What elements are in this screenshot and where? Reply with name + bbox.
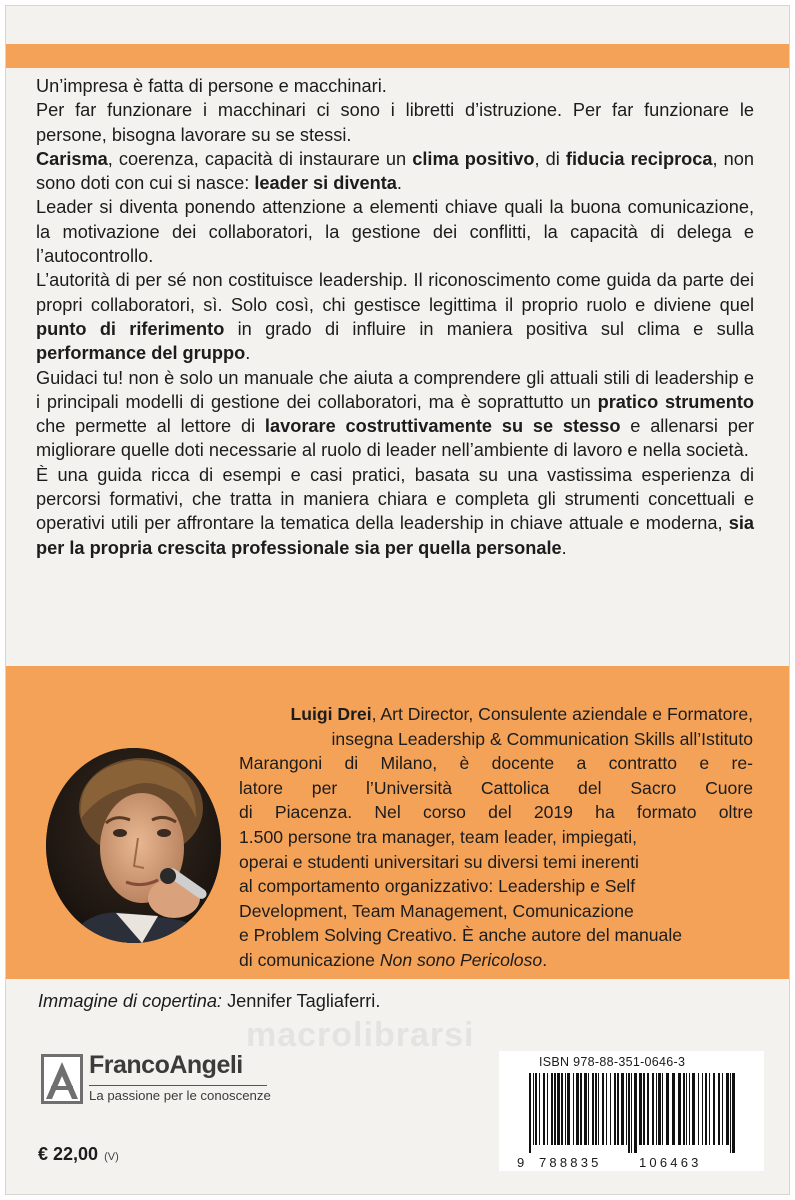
barcode-bar bbox=[551, 1073, 553, 1145]
barcode-bar bbox=[732, 1073, 735, 1153]
barcode-bar bbox=[610, 1073, 611, 1145]
price bbox=[38, 1144, 119, 1165]
barcode-icon bbox=[499, 1071, 764, 1171]
text-run: Un’impresa è fatta di persone e macchinari. bbox=[36, 76, 387, 96]
barcode-bar bbox=[634, 1073, 637, 1153]
isbn-label: ISBN 978-88-351-0646-3 bbox=[539, 1055, 686, 1069]
author-photo bbox=[46, 748, 221, 943]
text-run: Development, Team Management, Comunicazione bbox=[239, 900, 634, 921]
barcode-bar bbox=[561, 1073, 563, 1145]
barcode-bar bbox=[678, 1073, 681, 1145]
bio-line bbox=[239, 751, 753, 776]
text-run: Leader si diventa ponendo attenzione a elementi chiave quali la buona comunicazione, la motivazione dei collaboratori, la gestione dei conflitti, la capacità di delega e l’autocontrollo. bbox=[36, 197, 754, 267]
barcode-bar bbox=[543, 1073, 545, 1145]
text-run: Per far funzionare i macchinari ci sono i libretti d’istruzione. Per far funzionare le persone, bisogna lavorare su se stessi. bbox=[36, 100, 754, 145]
barcode-bar bbox=[626, 1073, 627, 1145]
barcode-bar bbox=[554, 1073, 556, 1145]
barcode-bar bbox=[573, 1073, 574, 1145]
barcode-bar bbox=[639, 1073, 642, 1145]
text-run: , coerenza, capacità di instaurare un bbox=[107, 148, 413, 169]
bold-phrase: performance del gruppo bbox=[36, 343, 246, 364]
barcode-bar bbox=[567, 1073, 570, 1145]
barcode-bar bbox=[598, 1073, 599, 1145]
watermark: macrolibrarsi bbox=[246, 1016, 475, 1054]
barcode-bar bbox=[606, 1073, 607, 1145]
publisher-logo bbox=[41, 1051, 271, 1110]
publisher-tagline: La passione per le conoscenze bbox=[89, 1088, 271, 1103]
barcode-bar bbox=[666, 1073, 669, 1145]
text-run: . bbox=[542, 949, 548, 970]
bold-phrase: fiducia reciproca bbox=[565, 148, 713, 169]
text-run: latore per l’Università Cattolica del Sacro Cuore bbox=[239, 777, 753, 798]
barcode-bar bbox=[709, 1073, 710, 1145]
text-run: e allenarsi per migliorare quelle doti necessarie al ruolo di leader nell’ambiente di lavoro e nella società. bbox=[36, 416, 755, 461]
book-back-cover bbox=[5, 5, 790, 1195]
bold-phrase: Carisma bbox=[36, 148, 108, 169]
barcode-bar bbox=[683, 1073, 685, 1145]
bio-line bbox=[239, 923, 753, 948]
barcode-bar bbox=[539, 1073, 540, 1145]
bio-line bbox=[239, 874, 753, 899]
barcode-bar bbox=[672, 1073, 675, 1145]
blurb-paragraph bbox=[36, 463, 754, 560]
barcode-bar bbox=[628, 1073, 630, 1153]
blurb-paragraph bbox=[36, 98, 754, 147]
barcode-bar bbox=[631, 1073, 632, 1153]
barcode-bar bbox=[702, 1073, 703, 1145]
italic-title: Non sono Pericoloso bbox=[379, 949, 543, 970]
barcode-bar bbox=[621, 1073, 624, 1145]
francoangeli-mark-icon bbox=[41, 1054, 83, 1104]
price-value: € 22,00 bbox=[38, 1144, 99, 1164]
credit-label: Immagine di copertina: bbox=[38, 991, 222, 1011]
bold-phrase: punto di riferimento bbox=[36, 318, 225, 339]
text-run: che permette al lettore di bbox=[36, 416, 265, 437]
top-orange-band bbox=[6, 44, 789, 68]
text-run: L’autorità di per sé non costituisce leadership. Il riconoscimento come guida da parte dei propri collaboratori, sì. Solo così, chi gestisce legittima il proprio ruolo e diviene quel bbox=[36, 270, 754, 315]
bio-line bbox=[239, 948, 753, 973]
bio-line bbox=[239, 776, 753, 801]
bold-phrase: pratico strumento bbox=[597, 391, 754, 412]
isbn-digits-left: 788835 bbox=[539, 1155, 602, 1170]
credit-name: Jennifer Tagliaferri. bbox=[227, 991, 381, 1011]
text-run: operai e studenti universitari su diversi temi inerenti bbox=[239, 851, 639, 872]
blurb-paragraph bbox=[36, 74, 754, 98]
text-run: , Art Director, Consulente aziendale e Formatore, bbox=[371, 704, 753, 724]
text-run: . bbox=[561, 537, 567, 558]
text-run: e Problem Solving Creativo. È anche autore del manuale bbox=[239, 925, 683, 946]
barcode-bar bbox=[726, 1073, 729, 1145]
bio-line bbox=[239, 800, 753, 825]
barcode-bar bbox=[730, 1073, 731, 1153]
barcode-bar bbox=[662, 1073, 663, 1145]
barcode-bar bbox=[686, 1073, 687, 1145]
isbn-barcode-block bbox=[499, 1051, 764, 1171]
isbn-digits-right: 106463 bbox=[639, 1155, 702, 1170]
barcode-bar bbox=[595, 1073, 597, 1145]
publisher-name: FrancoAngeli bbox=[89, 1051, 243, 1079]
barcode-bar bbox=[658, 1073, 661, 1145]
barcode-bar bbox=[529, 1073, 531, 1153]
text-run: . bbox=[245, 343, 251, 364]
blurb-paragraph bbox=[36, 268, 754, 365]
blurb-paragraph bbox=[36, 195, 754, 268]
barcode-bar bbox=[692, 1073, 695, 1145]
barcode-bar bbox=[689, 1073, 690, 1145]
barcode-bar bbox=[602, 1073, 604, 1145]
text-run: di Piacenza. Nel corso del 2019 ha formato oltre bbox=[239, 802, 753, 823]
barcode-bar bbox=[557, 1073, 560, 1145]
barcode-bar bbox=[592, 1073, 594, 1145]
isbn-digits-lead: 9 bbox=[517, 1155, 525, 1170]
barcode-bar bbox=[547, 1073, 548, 1145]
text-run: , non sono doti con cui si nasce: bbox=[36, 148, 754, 194]
text-run: Guidaci tu! non è solo un manuale che aiuta a comprendere gli attuali stili di leadership e i principali modelli di gestione dei collaboratori, ma è soprattutto un bbox=[36, 367, 754, 412]
text-run: in grado di influire in maniera positiva sul clima e sulla bbox=[224, 318, 755, 339]
text-run: È una guida ricca di esempi e casi pratici, basata su una vastissima esperienza di percorsi formativi, che tratta in maniera chiara e completa gli strumenti concettuali e operativi utili per affrontare la tematica della leadership in chiave attuale e moderna, bbox=[36, 464, 754, 534]
barcode-bar bbox=[643, 1073, 645, 1145]
text-run: , di bbox=[534, 148, 566, 169]
barcode-bar bbox=[698, 1073, 699, 1145]
bio-line bbox=[239, 702, 753, 727]
text-run: di comunicazione bbox=[239, 949, 380, 970]
bold-phrase: leader si diventa bbox=[254, 173, 397, 194]
blurb-paragraph bbox=[36, 366, 754, 463]
publisher-rule bbox=[89, 1085, 267, 1086]
barcode-bar bbox=[617, 1073, 619, 1145]
barcode-bar bbox=[656, 1073, 657, 1145]
barcode-bar bbox=[722, 1073, 723, 1145]
bio-line bbox=[239, 899, 753, 924]
text-run: al comportamento organizzativo: Leadership e Self bbox=[239, 876, 636, 897]
cover-image-credit bbox=[38, 991, 380, 1012]
text-run: Marangoni di Milano, è docente a contratto e re- bbox=[239, 753, 753, 774]
bold-phrase: sia per la propria crescita professionale sia per quella personale bbox=[36, 513, 754, 558]
barcode-bar bbox=[718, 1073, 720, 1145]
barcode-bar bbox=[614, 1073, 616, 1145]
barcode-bar bbox=[565, 1073, 566, 1145]
barcode-bar bbox=[533, 1073, 534, 1145]
bold-phrase: clima positivo bbox=[412, 148, 535, 169]
barcode-bar bbox=[535, 1073, 537, 1145]
bio-line bbox=[239, 727, 753, 752]
barcode-bar bbox=[588, 1073, 589, 1145]
text-run: insegna Leadership & Communication Skills all’Istituto bbox=[331, 728, 753, 749]
price-code: (V) bbox=[104, 1151, 119, 1163]
barcode-bar bbox=[652, 1073, 654, 1145]
bio-line bbox=[239, 825, 753, 850]
barcode-bar bbox=[705, 1073, 707, 1145]
author-bio-text bbox=[239, 702, 753, 973]
barcode-bar bbox=[713, 1073, 715, 1145]
barcode-bar bbox=[576, 1073, 579, 1145]
barcode-bar bbox=[580, 1073, 582, 1145]
text-run: . bbox=[396, 173, 402, 194]
bold-phrase: Luigi Drei bbox=[290, 704, 372, 724]
text-run: 1.500 persone tra manager, team leader, impiegati, bbox=[239, 826, 638, 847]
barcode-bar bbox=[647, 1073, 649, 1145]
bold-phrase: lavorare costruttivamente su se stesso bbox=[264, 416, 621, 437]
blurb-text bbox=[36, 74, 754, 560]
bio-line bbox=[239, 850, 753, 875]
blurb-paragraph bbox=[36, 147, 754, 196]
barcode-bar bbox=[584, 1073, 587, 1145]
